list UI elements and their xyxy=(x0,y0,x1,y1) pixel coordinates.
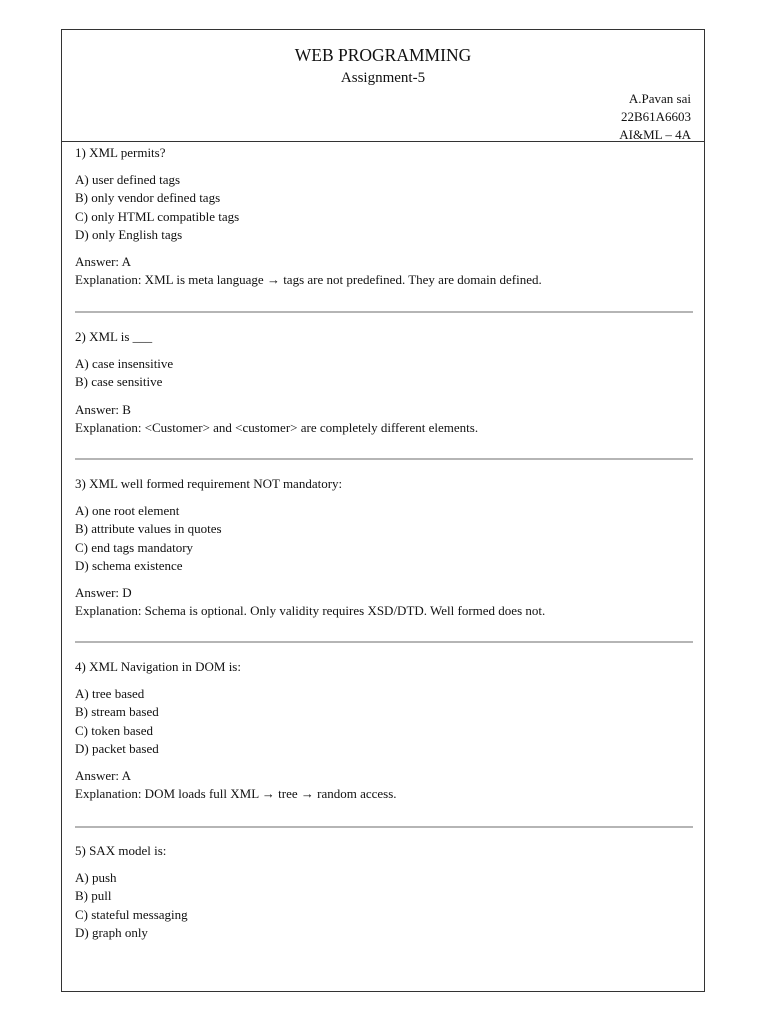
option: A) push xyxy=(75,870,117,885)
answer: Answer: B xyxy=(75,401,131,417)
page-title: WEB PROGRAMMING xyxy=(294,45,472,65)
option: A) tree based xyxy=(75,686,145,701)
explanation: Explanation: XML is meta language → tags are not predefined. They are domain defined. xyxy=(75,272,542,288)
divider xyxy=(75,311,693,313)
question-stem: 4) XML Navigation in DOM is: xyxy=(75,659,241,674)
question-stem: 1) XML permits? xyxy=(75,145,166,160)
question-2 xyxy=(75,328,693,437)
question-stem: 5) SAX model is: xyxy=(75,843,167,858)
option: D) packet based xyxy=(75,740,159,756)
option: B) case sensitive xyxy=(75,374,163,390)
answer: Answer: A xyxy=(75,768,131,784)
option: B) pull xyxy=(75,888,112,904)
divider xyxy=(75,458,693,460)
option: B) stream based xyxy=(75,704,159,720)
question-4 xyxy=(75,658,693,803)
assignment-page xyxy=(61,29,705,992)
assignment-subtitle: Assignment-5 xyxy=(340,70,426,86)
author-block xyxy=(619,90,691,144)
question-stem: 2) XML is ___ xyxy=(75,329,153,344)
answer-block xyxy=(75,253,693,289)
author-name: A.Pavan sai xyxy=(628,91,691,106)
option: B) attribute values in quotes xyxy=(75,521,222,537)
option: A) one root element xyxy=(75,503,180,518)
answer-block xyxy=(75,584,693,620)
option: A) user defined tags xyxy=(75,172,181,187)
explanation: Explanation: <Customer> and <customer> are completely different elements. xyxy=(75,419,479,435)
options-list xyxy=(75,355,693,392)
question-1 xyxy=(75,144,693,289)
question-3 xyxy=(75,475,693,620)
option: C) stateful messaging xyxy=(75,906,188,922)
option: D) schema existence xyxy=(75,557,183,573)
option: A) case insensitive xyxy=(75,356,174,371)
options-list xyxy=(75,171,693,244)
option: C) only HTML compatible tags xyxy=(75,208,240,224)
option: D) only English tags xyxy=(75,226,183,242)
answer: Answer: A xyxy=(75,254,131,270)
roll-number: 22B61A6603 xyxy=(620,109,691,124)
options-list xyxy=(75,869,693,942)
answer-block xyxy=(75,767,693,803)
option: C) end tags mandatory xyxy=(75,539,194,555)
section-label: AI&ML – 4A xyxy=(619,127,691,142)
header xyxy=(62,30,704,142)
divider xyxy=(75,826,693,828)
question-stem: 3) XML well formed requirement NOT mandatory: xyxy=(75,476,343,491)
option: B) only vendor defined tags xyxy=(75,190,221,206)
option: D) graph only xyxy=(75,924,148,940)
answer: Answer: D xyxy=(75,585,132,601)
options-list xyxy=(75,685,693,758)
divider xyxy=(75,641,693,643)
options-list xyxy=(75,502,693,575)
explanation: Explanation: DOM loads full XML → tree → random access. xyxy=(75,786,397,802)
option: C) token based xyxy=(75,722,153,738)
explanation: Explanation: Schema is optional. Only validity requires XSD/DTD. Well formed does not. xyxy=(75,603,546,619)
question-5 xyxy=(75,842,693,942)
answer-block xyxy=(75,401,693,437)
